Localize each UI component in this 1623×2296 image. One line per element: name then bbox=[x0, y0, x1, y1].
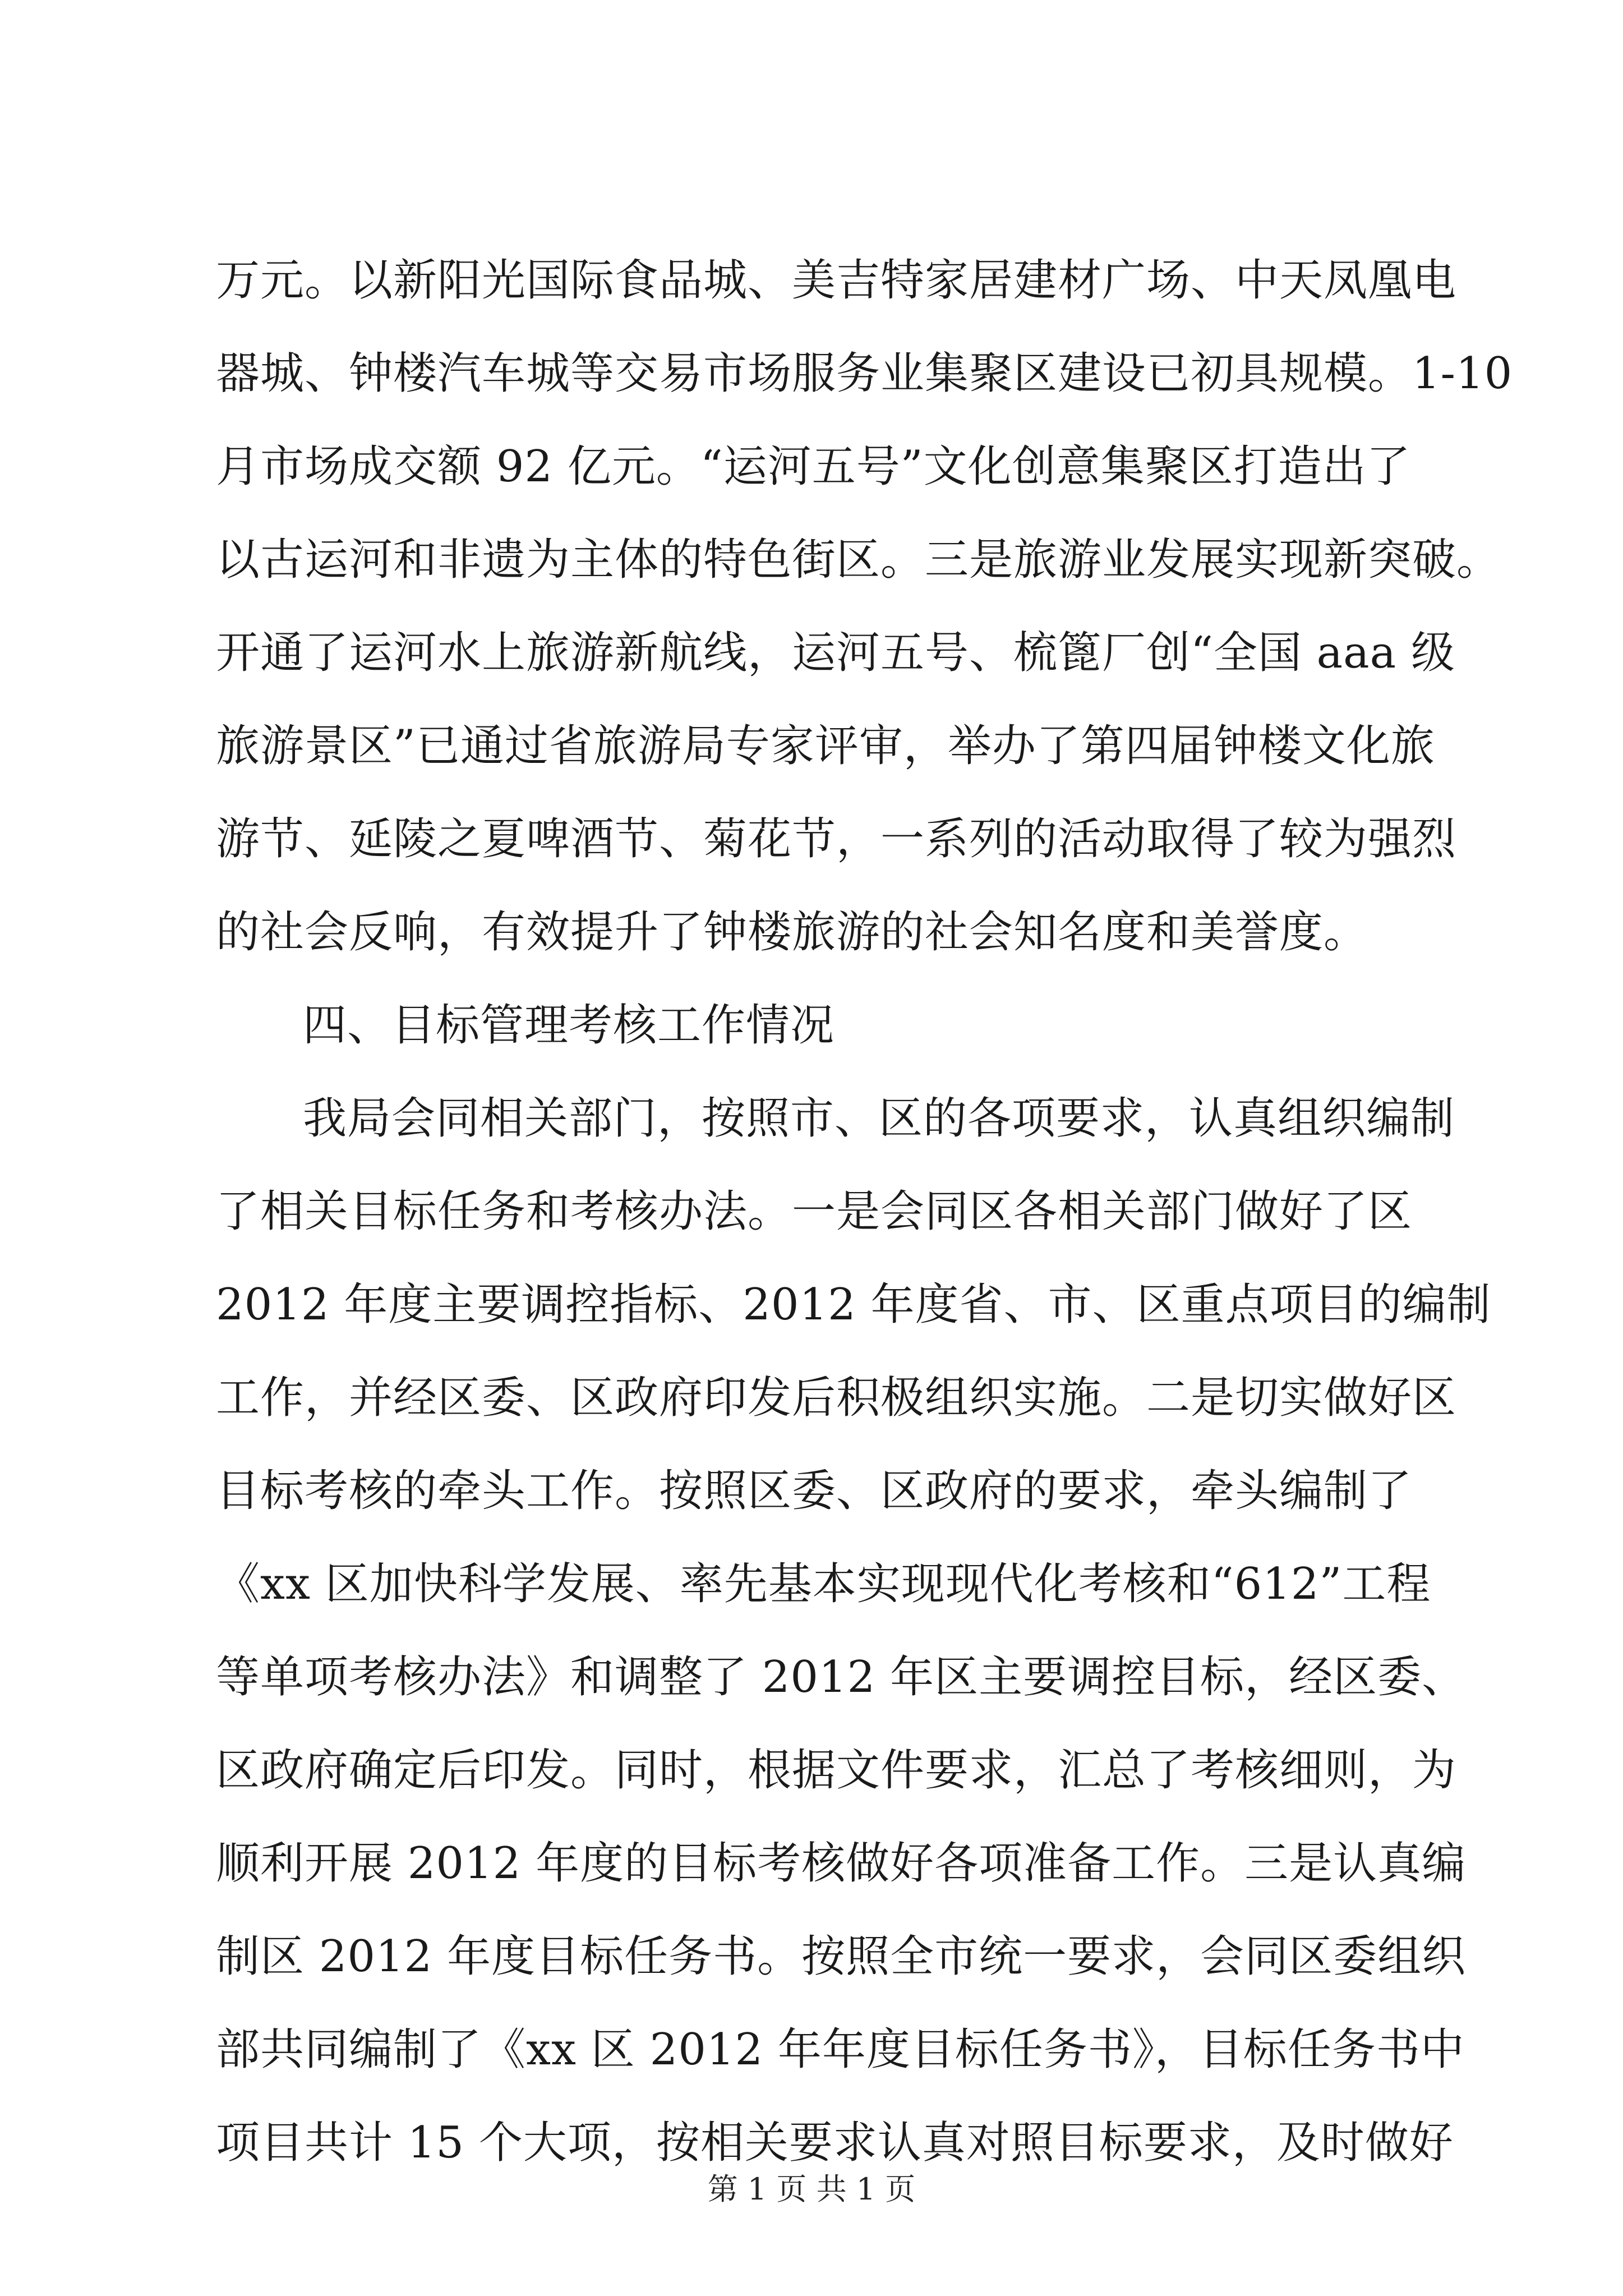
text-line: 以古运河和非遗为主体的特色街区。三是旅游业发展实现新突破。 bbox=[216, 535, 1501, 585]
text-line: 区政府确定后印发。同时，根据文件要求，汇总了考核细则，为 bbox=[216, 1745, 1457, 1796]
text-line: 顺利开展 2012 年度的目标考核做好各项准备工作。三是认真编 bbox=[216, 1838, 1467, 1889]
text-line: 万元。以新阳光国际食品城、美吉特家居建材广场、中天凤凰电 bbox=[216, 255, 1457, 306]
text-line: 目标考核的牵头工作。按照区委、区政府的要求，牵头编制了 bbox=[216, 1466, 1413, 1516]
text-line: 游节、延陵之夏啤酒节、菊花节，一系列的活动取得了较为强烈 bbox=[216, 814, 1457, 864]
text-line: 的社会反响，有效提升了钟楼旅游的社会知名度和美誉度。 bbox=[216, 907, 1368, 958]
text-line: 器城、钟楼汽车城等交易市场服务业集聚区建设已初具规模。1-10 bbox=[216, 348, 1513, 399]
text-line: 我局会同相关部门，按照市、区的各项要求，认真组织编制 bbox=[303, 1093, 1455, 1144]
text-line: 等单项考核办法》和调整了 2012 年区主要调控目标，经区委、 bbox=[216, 1652, 1467, 1703]
text-line: 部共同编制了《xx 区 2012 年年度目标任务书》，目标任务书中 bbox=[216, 2024, 1465, 2075]
page-number-footer: 第 1 页 共 1 页 bbox=[707, 2171, 916, 2207]
text-line: 月市场成交额 92 亿元。“运河五号”文化创意集聚区打造出了 bbox=[216, 441, 1411, 492]
section-heading: 四、目标管理考核工作情况 bbox=[303, 1000, 835, 1051]
text-line: 旅游景区”已通过省旅游局专家评审，举办了第四届钟楼文化旅 bbox=[216, 721, 1435, 771]
text-line: 了相关目标任务和考核办法。一是会同区各相关部门做好了区 bbox=[216, 1186, 1413, 1237]
text-line: 开通了运河水上旅游新航线，运河五号、梳篦厂创“全国 aaa 级 bbox=[216, 628, 1455, 678]
text-line: 2012 年度主要调控指标、2012 年度省、市、区重点项目的编制 bbox=[216, 1280, 1491, 1330]
text-line: 制区 2012 年度目标任务书。按照全市统一要求，会同区委组织 bbox=[216, 1931, 1467, 1982]
text-line: 《xx 区加快科学发展、率先基本实现现代化考核和“612”工程 bbox=[216, 1559, 1431, 1609]
text-line: 项目共计 15 个大项，按相关要求认真对照目标要求，及时做好 bbox=[216, 2118, 1454, 2168]
text-line: 工作，并经区委、区政府印发后积极组织实施。二是切实做好区 bbox=[216, 1373, 1457, 1423]
